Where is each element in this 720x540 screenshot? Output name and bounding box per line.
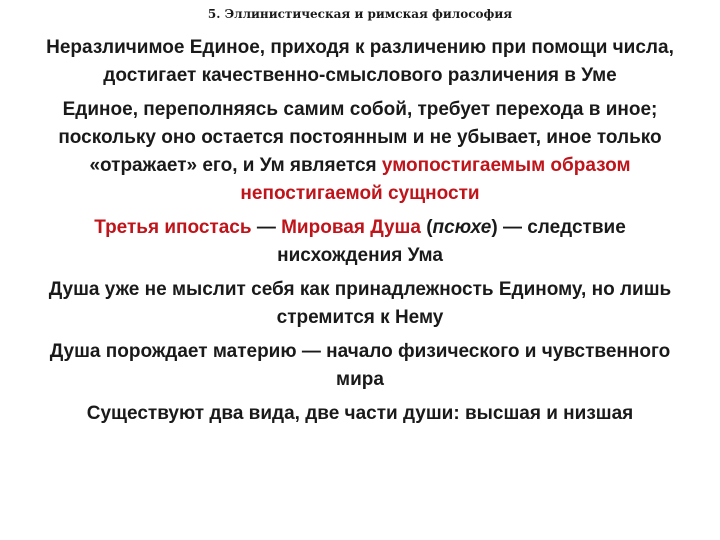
paragraph-six bbox=[30, 400, 690, 428]
world-soul-term: Мировая Душа bbox=[281, 217, 421, 238]
paragraph-three bbox=[30, 214, 690, 270]
third-hypostasis-term: Третья ипостась bbox=[94, 217, 252, 238]
paragraph-three-tail: ) — следствие нисхождения Ума bbox=[277, 217, 626, 266]
paragraph-two bbox=[30, 96, 690, 208]
open-paren: ( bbox=[420, 217, 433, 238]
paragraph-two-text: Единое, переполняясь самим собой, требует перехода в иное; поскольку оно остается постоянным и не убывает, иное только «отражает» его, и Ум является bbox=[58, 99, 662, 176]
paragraph-six-text: Существуют два вида, две части души: высшая и низшая bbox=[86, 403, 634, 424]
psyche-term: псюхе bbox=[432, 217, 492, 238]
paragraph-one-text: Неразличимое Единое, приходя к различению при помощи числа, достигает качественно-смыслового различения в Уме bbox=[46, 37, 674, 86]
paragraph-four-text: Душа уже не мыслит себя как принадлежность Единому, но лишь стремится к Нему bbox=[48, 279, 672, 328]
paragraph-one bbox=[30, 34, 690, 90]
paragraph-five-text: Душа порождает материю — начало физического и чувственного мира bbox=[49, 341, 671, 390]
paragraph-two-highlight: умопостигаемым образом непостигаемой сущности bbox=[240, 155, 631, 204]
slide-title: 5. Эллинистическая и римская философия bbox=[207, 7, 513, 21]
dash-separator: — bbox=[251, 217, 282, 238]
paragraph-four bbox=[30, 276, 690, 332]
slide-body bbox=[30, 34, 690, 434]
paragraph-five bbox=[30, 338, 690, 394]
